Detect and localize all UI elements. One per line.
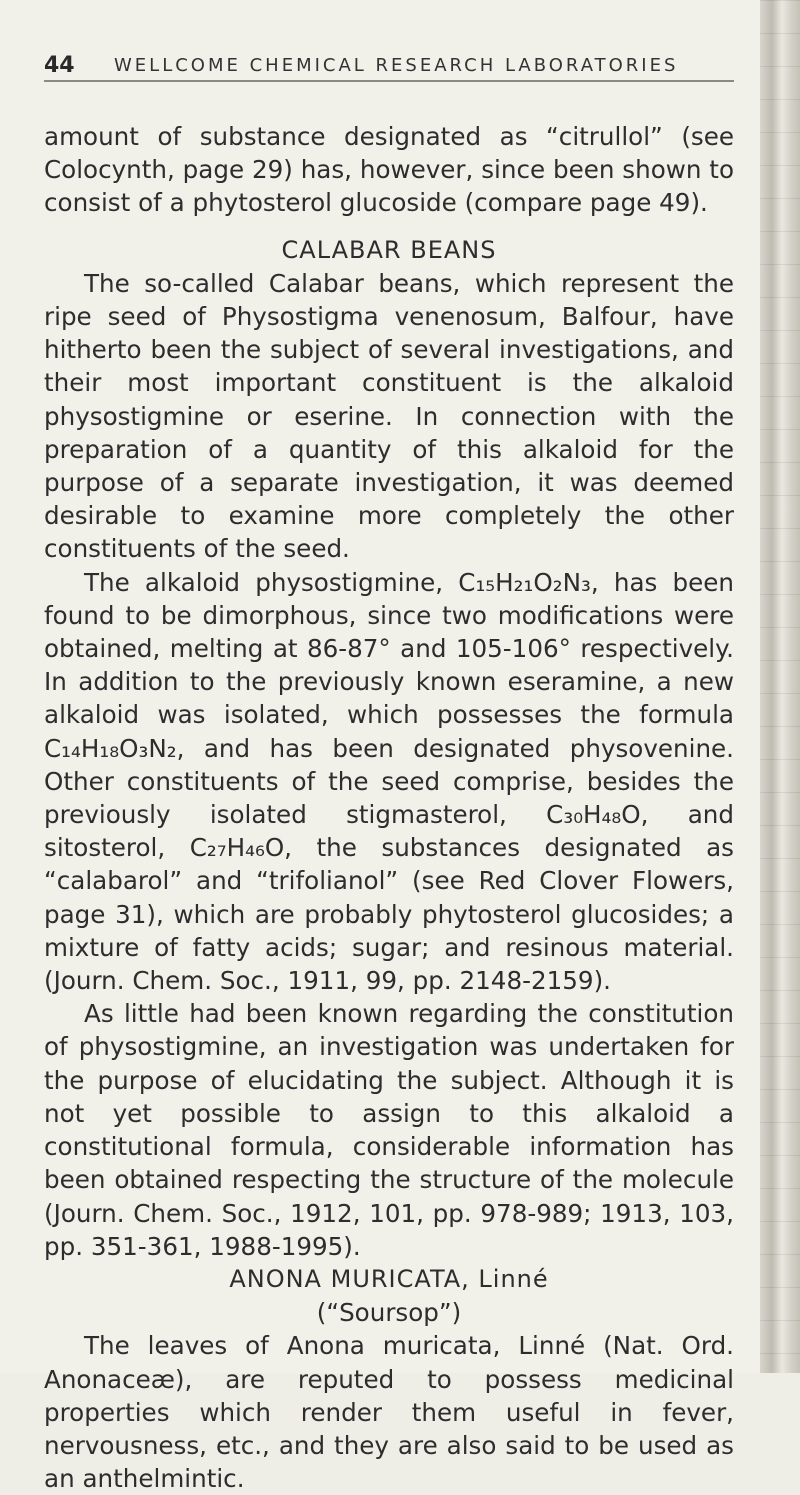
paragraph-calabar-3: As little had been known regarding the constitution of physostigmine, an investigation was undertaken for the purpose of elucidating the subject. Although it is not yet possible to assign to this alkaloid a constitutional formula, considerable information has been obtained respecting the structure of the molecule (Journ. Chem. Soc., 1912, 101, pp. 978-989; 1913, 103, pp. 351-361, 1988-1995). [44,999,734,1261]
paragraph-anona-1: The leaves of Anona muricata, Linné (Nat. Ord. Anonaceæ), are reputed to possess medicinal properties which render them useful in fever, nervousness, etc., and they are also said to be used as an anthelmintic. [44,1331,734,1494]
section-subheading-soursop: (“Soursop”) [316,1298,462,1328]
adjacent-page-edge [760,0,800,1373]
body-text [44,120,734,1495]
section-heading-anona: ANONA MURICATA, Linné [229,1264,549,1293]
page-number: 44 [44,52,75,78]
page-header [44,50,734,82]
section-heading-calabar: CALABAR BEANS [281,235,497,264]
running-title: WELLCOME CHEMICAL RESEARCH LABORATORIES [114,54,679,76]
paragraph-calabar-2: The alkaloid physostigmine, C₁₅H₂₁O₂N₃, has been found to be dimorphous, since two modifications were obtained, melting at 86-87° and 105-106° respectively. In addition to the previously known eseramine, a new alkaloid was isolated, which possesses the formula C₁₄H₁₈O₃N₂, and has been designated physovenine. Other constituents of the seed comprise, besides the previously isolated stigmasterol, C₃₀H₄₈O, and sitosterol, C₂₇H₄₆O, the substances designated as “calabarol” and “trifolianol” (see Red Clover Flowers, page 31), which are probably phytosterol glucosides; a mixture of fatty acids; sugar; and resinous material. (Journ. Chem. Soc., 1911, 99, pp. 2148-2159). [44,567,734,996]
paragraph-calabar-1: The so-called Calabar beans, which represent the ripe seed of Physostigma venenosum, Balfour, have hitherto been the subject of several investigations, and their most important constituent is the alkaloid physostigmine or eserine. In connection with the preparation of a quantity of this alkaloid for the purpose of a separate investigation, it was deemed desirable to examine more completely the other constituents of the seed. [44,268,734,564]
paragraph-intro: amount of substance designated as “citrullol” (see Colocynth, page 29) has, however, since been shown to consist of a phytosterol glucoside (compare page 49). [44,122,734,218]
